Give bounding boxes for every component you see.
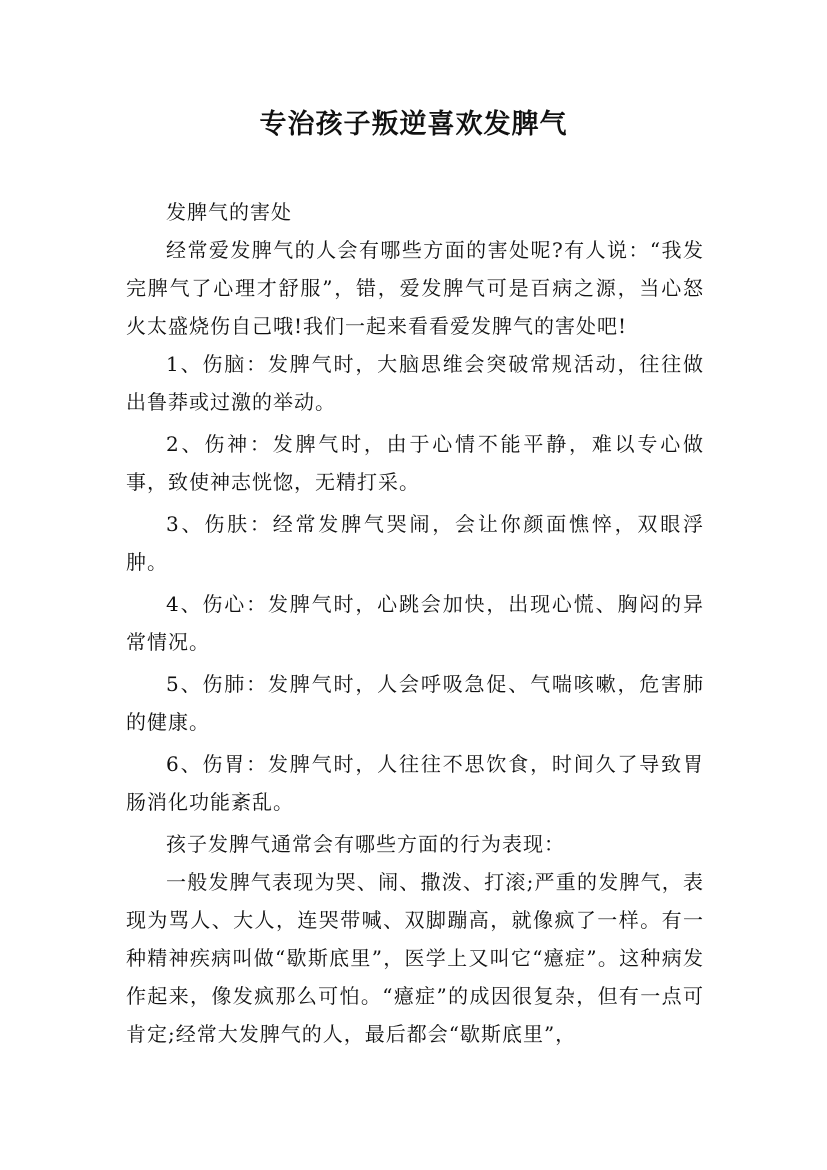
paragraph-behaviors: 一般发脾气表现为哭、闹、撒泼、打滚;严重的发脾气，表现为骂人、大人，连哭带喊、双脚蹦高，就像疯了一样。有一种精神疾病叫做“歇斯底里”，医学上又叫它“癔症”。这种病发作起来，像发疯那么可怕。“癔症”的成因很复杂，但有一点可肯定;经常大发脾气的人，最后都会“歇斯底里”， [126, 870, 704, 1046]
paragraph-harm-stomach: 6、伤胃：发脾气时，人往往不思饮食，时间久了导致胃肠消化功能紊乱。 [126, 752, 704, 814]
paragraph-harm-skin: 3、伤肤：经常发脾气哭闹，会让你颜面憔悴，双眼浮肿。 [126, 512, 704, 574]
document-title: 专治孩子叛逆喜欢发脾气 [259, 109, 568, 140]
paragraph-harm-lung: 5、伤肺：发脾气时，人会呼吸急促、气喘咳嗽，危害肺的健康。 [126, 672, 704, 734]
paragraph-harm-spirit: 2、伤神：发脾气时，由于心情不能平静，难以专心做事，致使神志恍惚，无精打采。 [126, 432, 704, 494]
document-body [126, 193, 704, 1053]
section-heading-harms: 发脾气的害处 [166, 200, 292, 224]
paragraph-harm-heart: 4、伤心：发脾气时，心跳会加快，出现心慌、胸闷的异常情况。 [126, 592, 704, 654]
section-heading-behaviors: 孩子发脾气通常会有哪些方面的行为表现： [166, 832, 565, 856]
paragraph-harm-brain: 1、伤脑：发脾气时，大脑思维会突破常规活动，往往做出鲁莽或过激的举动。 [126, 352, 704, 414]
paragraph-intro: 经常爱发脾气的人会有哪些方面的害处呢?有人说：“我发完脾气了心理才舒服”，错，爱发脾气可是百病之源，当心怒火太盛烧伤自己哦!我们一起来看看爱发脾气的害处吧! [126, 238, 704, 338]
